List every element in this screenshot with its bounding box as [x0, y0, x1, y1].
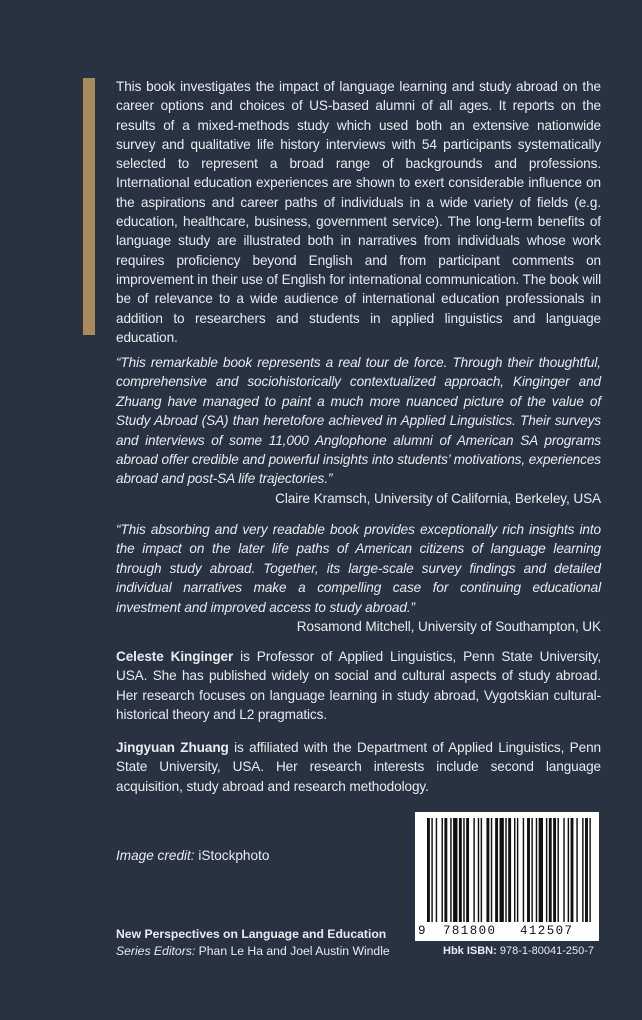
author-bio: [116, 647, 601, 725]
quote-attribution: Rosamond Mitchell, University of Southampton, UK: [296, 619, 601, 635]
book-description: This book investigates the impact of language learning and study abroad on the career options and choices of US-based alumni of all ages. It reports on the results of a mixed-methods study which used both an extensive nationwide survey and qualitative life history interviews with 54 participants systematically selected to represent a broad range of backgrounds and professions. International education experiences are shown to exert considerable influence on the aspirations and career paths of individuals in a wide variety of fields (e.g. education, healthcare, business, government service). The long-term benefits of language study are illustrated both in narratives from individuals whose work requires proficiency beyond English and from participant comments on improvement in their use of English for international communication. The book will be of relevance to a wide audience of international education professionals in addition to researchers and students in applied linguistics and language education.: [116, 79, 601, 345]
author-bio-text: is Professor of Applied Linguistics, Penn State University, USA. She has published widely on social and cultural aspects of study abroad. Her research focuses on language learning in study abroad, Vygotskian cultural-historical theory and L2 pragmatics.: [116, 649, 601, 723]
barcode-bar: [517, 818, 518, 922]
quote-attribution: Claire Kramsch, University of California, Berkeley, USA: [275, 490, 601, 506]
barcode-bar: [558, 818, 559, 922]
barcode-bar: [427, 818, 430, 922]
author-name: Jingyuan Zhuang: [116, 740, 229, 755]
series-editors: [116, 943, 390, 960]
barcode-bar: [473, 818, 474, 922]
barcode-bar: [500, 818, 504, 922]
image-credit-value: iStockphoto: [194, 848, 270, 863]
barcode-bar: [527, 818, 530, 922]
barcode-bar: [589, 818, 590, 922]
author-bio: [116, 738, 601, 796]
barcode-bar: [582, 818, 583, 922]
barcode-group-left: 781800: [443, 924, 497, 938]
barcode-bar: [495, 818, 498, 922]
barcode-bar: [486, 818, 489, 922]
image-credit-label: Image credit:: [116, 848, 195, 863]
barcode-bar: [442, 818, 443, 922]
barcode-bar: [444, 818, 447, 922]
barcode-bar: [514, 818, 515, 922]
barcode-group-right: 412507: [520, 924, 574, 938]
barcode-bar: [508, 818, 511, 922]
series-editors-names: Phan Le Ha and Joel Austin Windle: [195, 944, 390, 958]
barcode-bar: [546, 818, 547, 922]
author-name: Celeste Kinginger: [116, 649, 234, 664]
quote-text: “This absorbing and very readable book provides exceptionally rich insights into the impact on the later life paths of American citizens of language learning through study abroad. Together, its large-scale survey findings and detailed individual narratives make a compelling case for continuing educational investment and improved access to study abroad.”: [116, 522, 601, 615]
barcode-bar: [539, 818, 543, 922]
series-editors-label: Series Editors:: [116, 944, 196, 958]
endorsement-quote: [116, 353, 601, 508]
barcode-bar: [459, 818, 462, 922]
barcode-bar: [585, 818, 588, 922]
image-credit: [116, 848, 269, 863]
barcode-digit-first: 9: [418, 924, 427, 938]
barcode-bar: [531, 818, 532, 922]
barcode-bar: [491, 818, 492, 922]
accent-bar: [83, 78, 95, 335]
barcode-bar: [481, 818, 482, 922]
isbn: [443, 945, 594, 957]
barcode-bar: [563, 818, 564, 922]
barcode-bar: [553, 818, 556, 922]
isbn-value: 978-1-80041-250-7: [496, 945, 595, 957]
barcode-bar: [453, 818, 457, 922]
isbn-label: Hbk ISBN:: [443, 945, 497, 957]
author-bio-text: is affiliated with the Department of Applied Linguistics, Penn State University, USA. Her research interests include second language acquisition, study abroad and research methodology.: [116, 740, 601, 794]
barcode-bar: [576, 818, 577, 922]
barcode-bar: [463, 818, 464, 922]
barcode-bar: [571, 818, 574, 922]
barcode-bar: [466, 818, 469, 922]
barcode-bars-icon: [415, 812, 599, 924]
quote-text: “This remarkable book represents a real tour de force. Through their thoughtful, comprehensive and sociohistorically contextualized approach, Kinginger and Zhuang have managed to paint a much more nuanced picture of the value of Study Abroad (SA) than heretofore achieved in Applied Linguistics. Their surveys and interviews of some 11,000 Anglophone alumni of American SA programs abroad offer credible and powerful insights into students’ motivations, experiences abroad and post-SA life trajectories.”: [116, 355, 601, 487]
barcode-bar: [523, 818, 524, 922]
barcode-bar: [478, 818, 479, 922]
barcode-bar: [436, 818, 437, 922]
series-title: New Perspectives on Language and Education: [116, 927, 387, 941]
barcode-bar: [536, 818, 537, 922]
barcode-bar: [505, 818, 506, 922]
endorsement-quote: [116, 520, 601, 636]
barcode: [415, 812, 599, 941]
barcode-bar: [568, 818, 569, 922]
barcode-bar: [431, 818, 432, 922]
barcode-bar: [549, 818, 552, 922]
barcode-bar: [450, 818, 451, 922]
series-info: [116, 926, 390, 960]
